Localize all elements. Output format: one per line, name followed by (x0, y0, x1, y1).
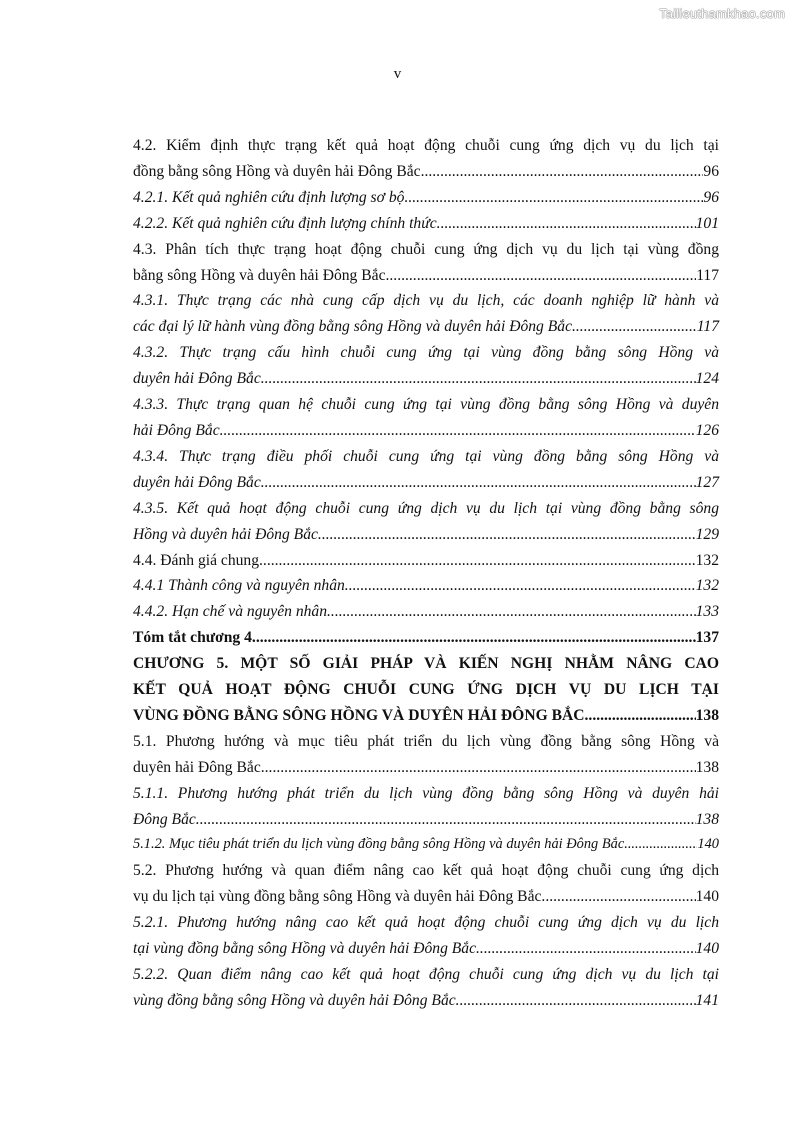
dot-leader (327, 599, 696, 625)
toc-page-number: 138 (695, 810, 719, 828)
toc-entry-title: duyên hải Đông Bắc (133, 758, 261, 776)
toc-entry-line: 5.2.1. Phương hướng nâng cao kết quả hoạt động chuỗi cung ứng dịch vụ du lịch (133, 914, 719, 932)
toc-entry-line: 4.3.1. Thực trạng các nhà cung cấp dịch vụ du lịch, các doanh nghiệp lữ hành và (133, 292, 719, 310)
toc-entry-line: 4.3.4. Thực trạng điều phối chuỗi cung ứng tại vùng đồng bằng sông Hồng và (133, 447, 719, 465)
toc-page-number: 140 (695, 940, 719, 958)
toc-entry[interactable] (133, 211, 719, 237)
dot-leader (259, 548, 696, 574)
toc-entry-line: 5.2.2. Quan điểm nâng cao kết quả hoạt động chuỗi cung ứng dịch vụ du lịch tại (133, 966, 719, 983)
toc-entry-line: 4.2. Kiểm định thực trạng kết quả hoạt động chuỗi cung ứng dịch vụ du lịch tại (133, 137, 719, 154)
toc-entry-title: vùng đồng bằng sông Hồng và duyên hải Đông Bắc (133, 991, 456, 1009)
watermark-text: Tailieuthamkhao.com (659, 6, 785, 21)
toc-page-number: 117 (696, 318, 719, 336)
dot-leader (345, 573, 696, 599)
toc-entry-title: duyên hải Đông Bắc (133, 473, 261, 491)
toc-entry-title: 5.1.2. Mục tiêu phát triển du lịch vùng đồng bằng sông Hồng và duyên hải Đông Bắc (133, 836, 625, 853)
toc-entry[interactable] (133, 651, 719, 729)
toc-page-number: 126 (695, 421, 719, 439)
table-of-contents (133, 133, 719, 1014)
toc-entry-title: Hồng và duyên hải Đông Bắc (133, 525, 318, 543)
toc-entry-line: 4.3.3. Thực trạng quan hệ chuỗi cung ứng tại vùng đồng bằng sông Hồng và duyên (133, 396, 719, 414)
dot-leader (572, 314, 697, 340)
dot-leader (456, 988, 696, 1014)
toc-entry-title: đồng bằng sông Hồng và duyên hải Đông Bắc (133, 162, 421, 180)
toc-page-number: 127 (695, 473, 719, 491)
toc-entry[interactable] (133, 548, 719, 574)
toc-entry-line: 4.3. Phân tích thực trạng hoạt động chuỗi cung ứng dịch vụ du lịch tại vùng đồng (133, 240, 719, 258)
toc-entry[interactable] (133, 133, 719, 185)
toc-page-number: 117 (696, 266, 719, 284)
toc-entry[interactable] (133, 185, 719, 211)
toc-entry[interactable] (133, 237, 719, 289)
toc-page-number: 96 (703, 188, 719, 206)
toc-entry-line: 4.3.5. Kết quả hoạt động chuỗi cung ứng dịch vụ du lịch tại vùng đồng bằng sông (133, 499, 719, 517)
toc-entry-line: 4.3.2. Thực trạng cấu hình chuỗi cung ứng tại vùng đồng bằng sông Hồng và (133, 344, 719, 362)
dot-leader (261, 755, 696, 781)
toc-entry-title: 4.2.1. Kết quả nghiên cứu định lượng sơ bộ (133, 188, 405, 206)
dot-leader (318, 522, 696, 548)
toc-entry[interactable] (133, 910, 719, 962)
toc-entry-title: hải Đông Bắc (133, 421, 220, 439)
page-number: v (393, 66, 402, 82)
toc-page-number: 141 (695, 991, 719, 1009)
toc-entry[interactable] (133, 729, 719, 781)
toc-entry-title: bằng sông Hồng và duyên hải Đông Bắc (133, 266, 386, 284)
toc-page-number: 137 (695, 629, 719, 647)
toc-entry-title: 4.2.2. Kết quả nghiên cứu định lượng chính thức (133, 214, 437, 232)
toc-entry-line: 5.1.1. Phương hướng phát triển du lịch vùng đồng bằng sông Hồng và duyên hải (133, 784, 719, 802)
toc-entry[interactable] (133, 444, 719, 496)
dot-leader (220, 418, 696, 444)
toc-entry-title: duyên hải Đông Bắc (133, 370, 261, 388)
toc-entry[interactable] (133, 599, 719, 625)
toc-entry[interactable] (133, 288, 719, 340)
toc-entry[interactable] (133, 858, 719, 910)
toc-entry[interactable] (133, 392, 719, 444)
toc-entry-line: CHƯƠNG 5. MỘT SỐ GIẢI PHÁP VÀ KIẾN NGHỊ NHẰM NÂNG CAO (133, 655, 719, 673)
toc-entry[interactable] (133, 573, 719, 599)
toc-entry-title: 4.4.2. Hạn chế và nguyên nhân (133, 603, 328, 621)
toc-entry-title: VÙNG ĐỒNG BẰNG SÔNG HỒNG VÀ DUYÊN HẢI ĐÔNG BẮC (133, 706, 585, 724)
toc-entry[interactable] (133, 962, 719, 1014)
toc-entry-title: tại vùng đồng bằng sông Hồng và duyên hải Đông Bắc (133, 940, 477, 958)
toc-entry[interactable] (133, 781, 719, 833)
toc-entry-line: KẾT QUẢ HOẠT ĐỘNG CHUỖI CUNG ỨNG DỊCH VỤ DU LỊCH TẠI (133, 681, 719, 699)
toc-page-number: 124 (695, 370, 719, 388)
dot-leader (624, 832, 697, 858)
toc-entry-title: 4.4. Đánh giá chung (133, 551, 260, 569)
toc-entry-title: Tóm tắt chương 4 (133, 629, 252, 647)
dot-leader (404, 185, 703, 211)
toc-entry-title: 4.4.1 Thành công và nguyên nhân (133, 577, 345, 595)
toc-entry[interactable] (133, 832, 719, 858)
dot-leader (585, 703, 696, 729)
dot-leader (421, 159, 704, 185)
toc-entry-line: 5.2. Phương hướng và quan điểm nâng cao kết quả hoạt động chuỗi cung ứng dịch (133, 862, 719, 880)
toc-entry-title: vụ du lịch tại vùng đồng bằng sông Hồng và duyên hải Đông Bắc (133, 888, 542, 906)
toc-page-number: 140 (695, 888, 719, 906)
dot-leader (261, 366, 696, 392)
dot-leader (196, 807, 696, 833)
dot-leader (386, 263, 697, 289)
toc-entry[interactable] (133, 625, 719, 651)
dot-leader (541, 884, 695, 910)
toc-page-number: 96 (703, 162, 719, 180)
toc-page-number: 140 (697, 836, 719, 853)
toc-entry[interactable] (133, 340, 719, 392)
toc-page-number: 132 (695, 577, 719, 595)
toc-page-number: 129 (695, 525, 719, 543)
toc-page-number: 132 (695, 551, 719, 569)
toc-page-number: 138 (695, 758, 719, 776)
toc-entry-line: 5.1. Phương hướng và mục tiêu phát triển du lịch vùng đồng bằng sông Hồng và (133, 732, 719, 750)
toc-page-number: 138 (695, 706, 719, 724)
toc-entry-title: các đại lý lữ hành vùng đồng bằng sông Hồng và duyên hải Đông Bắc (133, 318, 572, 336)
dot-leader (261, 470, 696, 496)
toc-page-number: 101 (695, 214, 719, 232)
dot-leader (252, 625, 696, 651)
dot-leader (476, 936, 696, 962)
toc-entry[interactable] (133, 496, 719, 548)
dot-leader (437, 211, 696, 237)
toc-page-number: 133 (695, 603, 719, 621)
toc-entry-title: Đông Bắc (133, 810, 196, 828)
